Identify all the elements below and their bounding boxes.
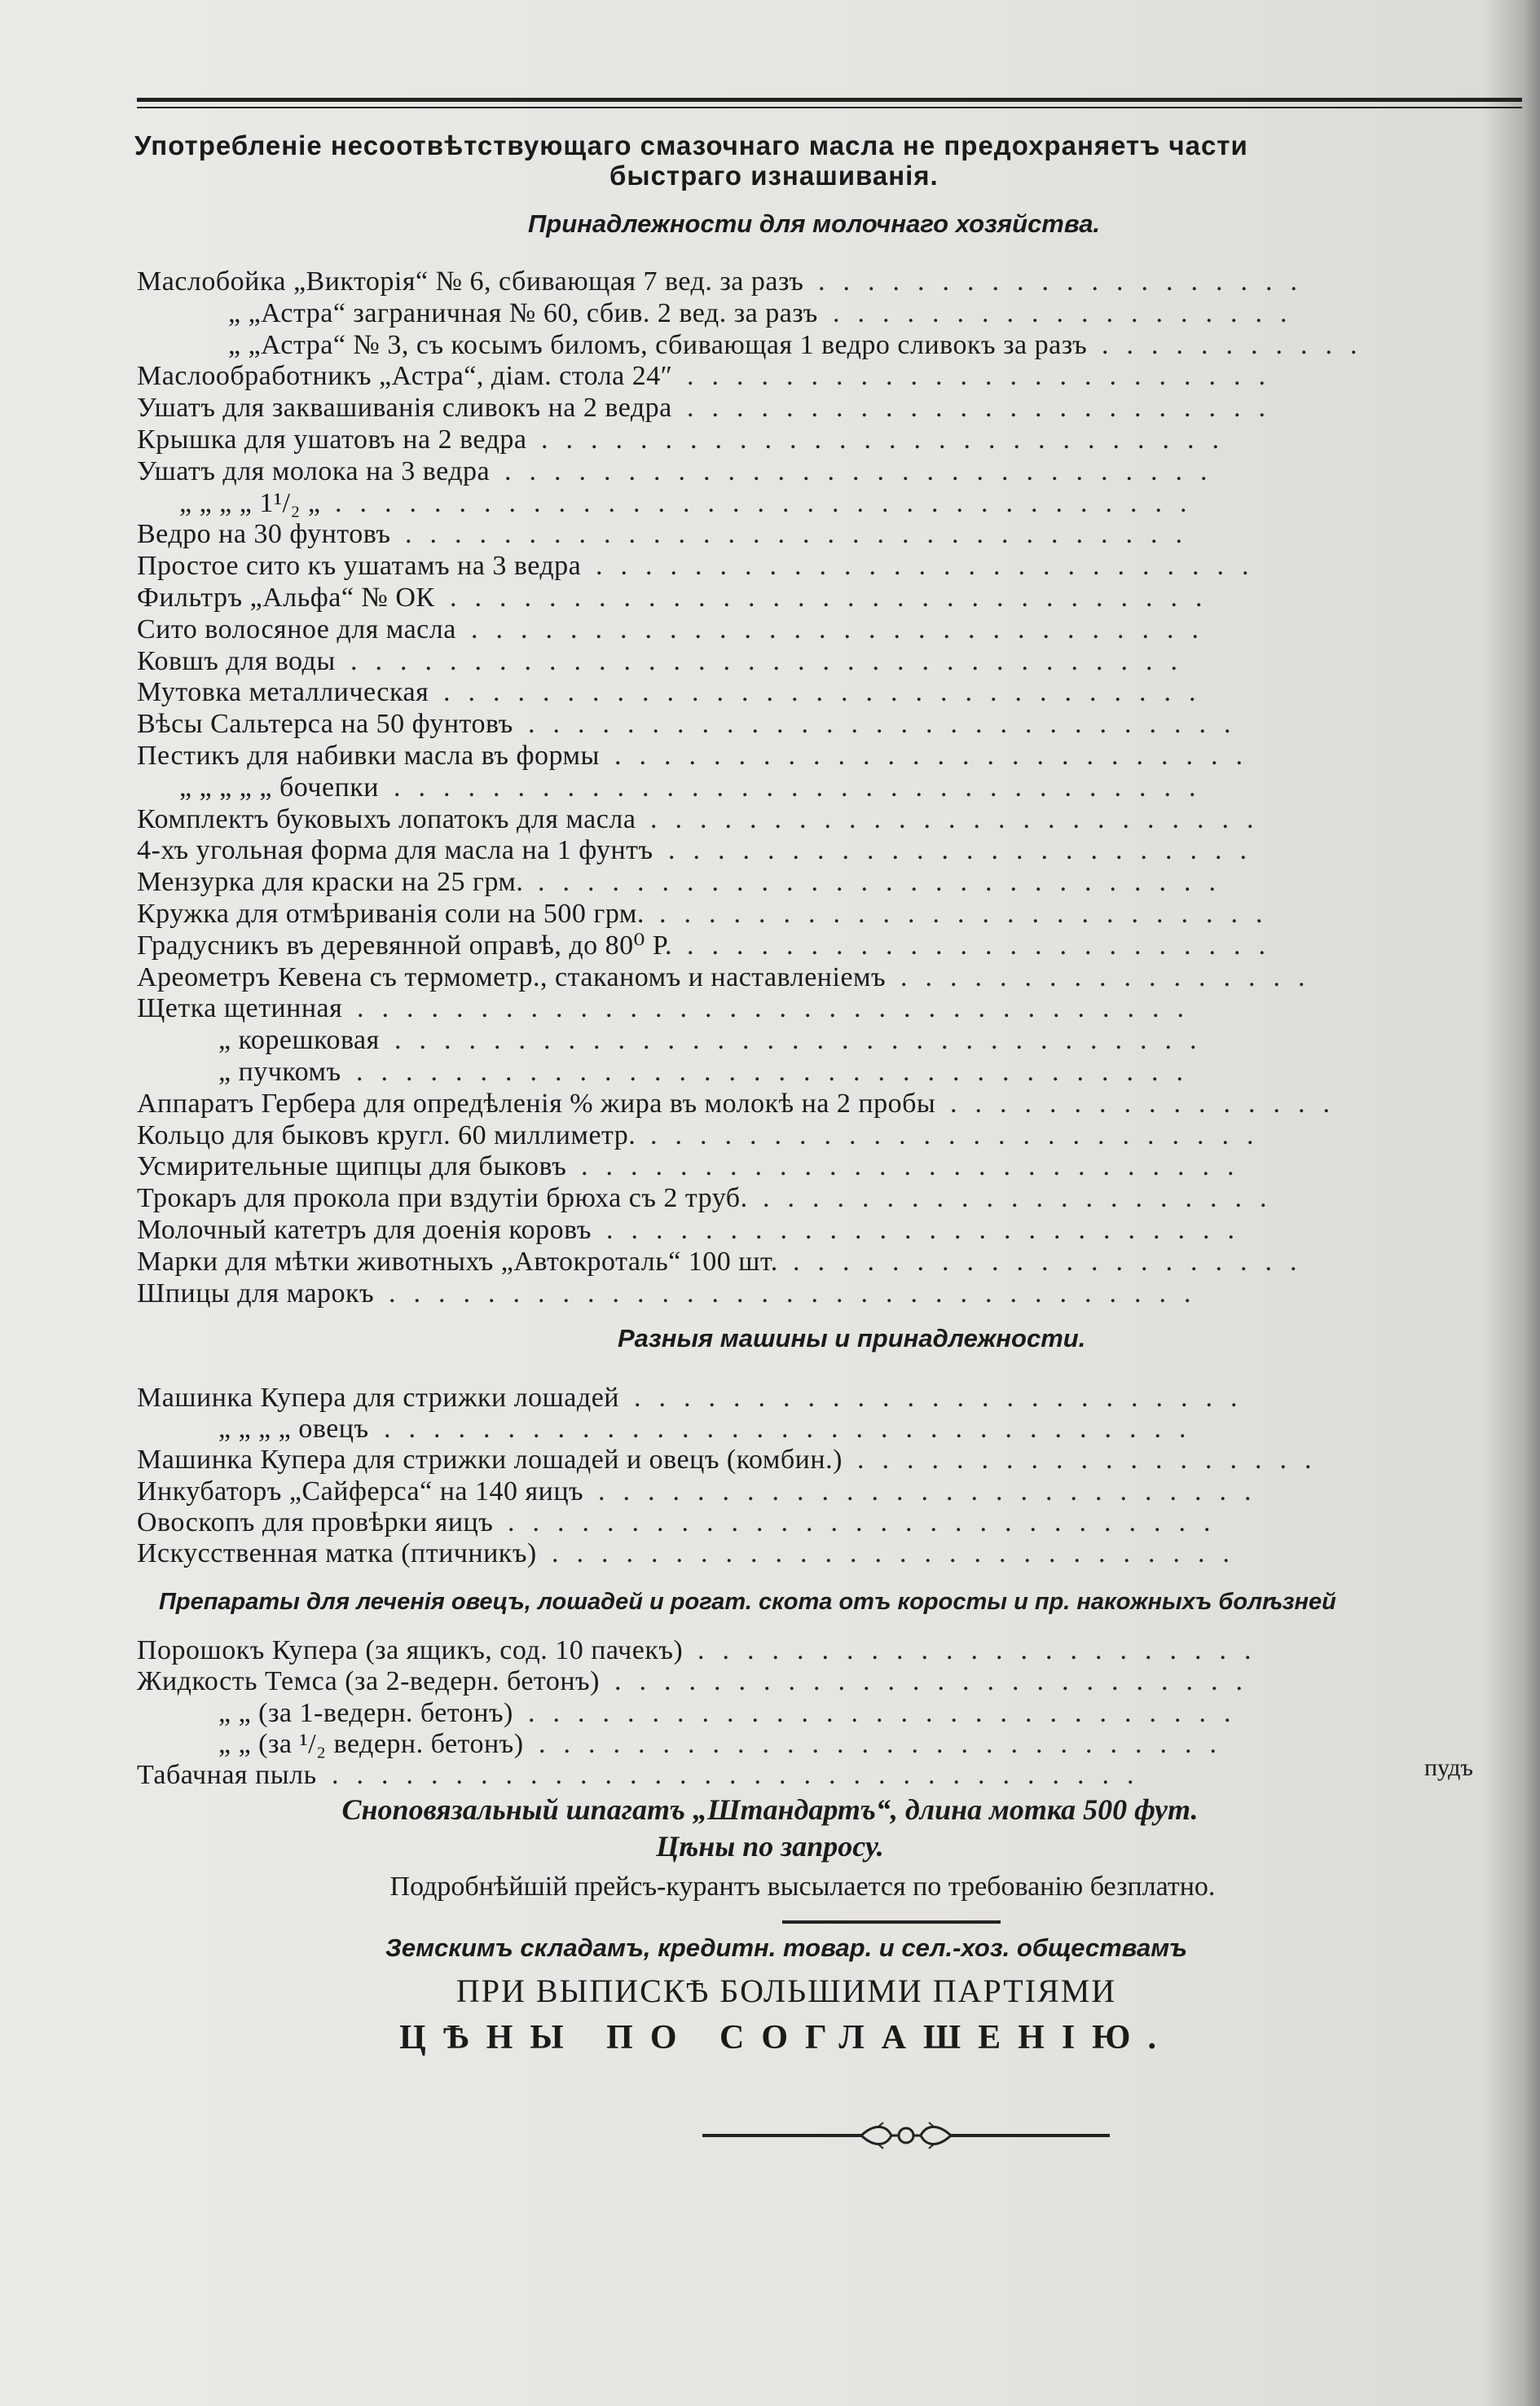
list-item: Вѣсы Сальтерса на 50 фунтовъ (137, 709, 513, 739)
header-line-1: Употребленіе несоотвѣтствующаго смазочнаго масла не предохраняетъ части (134, 130, 1248, 161)
list-item: Ареометръ Кевена съ термометр., стаканомъ и наставленіемъ (137, 962, 887, 992)
leader-dots: ................................. (394, 1025, 1215, 1055)
zemstvo-line: Земскимъ складамъ, кредитн. товар. и сел.-хоз. обществамъ (385, 1933, 1188, 1962)
list-item: „ пучкомъ (218, 1057, 341, 1087)
list-item: Искусственная матка (птичникъ) (137, 1538, 537, 1568)
list-item: „ „ (за ¹/₂ ведерн. бетонъ) (218, 1729, 524, 1759)
leader-dots: .......................... (606, 1215, 1252, 1245)
leader-dots: .......................... (614, 1666, 1261, 1696)
list-item: Маслообработникъ „Астра“, діам. стола 24″ (137, 361, 673, 391)
list-item: Молочный катетръ для доенія коровъ (137, 1215, 592, 1245)
list-item: Инкубаторъ „Сайферса“ на 140 яицъ (137, 1476, 584, 1506)
list-item: Жидкость Темса (за 2-ведерн. бетонъ) (137, 1666, 600, 1696)
leader-dots: ................. (900, 962, 1323, 992)
leader-dots: ........... (1102, 330, 1375, 360)
leader-dots: ................................ (405, 519, 1200, 549)
list-item: „ „Астра“ заграничная № 60, сбив. 2 вед. за разъ (228, 298, 818, 328)
list-item: „ „Астра“ № 3, съ косымъ биломъ, сбивающая 1 ведро сливокъ за разъ (228, 330, 1088, 360)
list-item: „ „ (за 1-ведерн. бетонъ) (218, 1698, 513, 1728)
leader-dots: ......................... (650, 1120, 1272, 1150)
list-item: Машинка Купера для стрижки лошадей и овецъ (комбин.) (137, 1445, 843, 1475)
leader-dots: ............................. (528, 709, 1249, 739)
leader-dots: ............................. (528, 1698, 1249, 1728)
footer-separator (782, 1920, 1001, 1924)
leader-dots: ............................. (504, 456, 1225, 486)
list-item: Кружка для отмѣриванія соли на 500 грм. (137, 899, 645, 929)
leader-dots: ................................. (384, 1414, 1204, 1444)
section-title-remedies: Препараты для леченія овецъ, лошадей и рогат. скота отъ коросты и пр. накожныхъ болѣзней (159, 1589, 1336, 1615)
header-line-2: быстраго изнашиванія. (609, 161, 939, 191)
list-item: Аппаратъ Гербера для опредѣленія % жира въ молокѣ на 2 пробы (137, 1089, 936, 1119)
list-item: Шпицы для марокъ (137, 1278, 375, 1309)
list-item: Сито волосяное для масла (137, 614, 456, 644)
leader-dots: ............................ (541, 424, 1237, 455)
section-title-machines: Разныя машины и принадлежности. (618, 1324, 1086, 1353)
leader-dots: ............................... (443, 677, 1214, 707)
leader-dots: ................................. (389, 1278, 1209, 1309)
list-item: Машинка Купера для стрижки лошадей (137, 1383, 619, 1413)
list-item: Ведро на 30 фунтовъ (137, 519, 391, 549)
list-item: Фильтръ „Альфа“ № ОК (137, 583, 435, 613)
leader-dots: ............................ (552, 1538, 1247, 1568)
leader-dots: ........................ (687, 393, 1283, 423)
list-item: 4-хъ угольная форма для масла на 1 фунтъ (137, 835, 653, 865)
leader-dots: ................................. (394, 772, 1214, 803)
leader-dots: ................................... (335, 488, 1205, 518)
leader-dots: ................................. (332, 1760, 1152, 1790)
list-item: Ушатъ для заквашиванія сливокъ на 2 ведра (137, 393, 672, 423)
leader-dots: ........................ (687, 361, 1283, 391)
leader-dots: .................................. (357, 993, 1202, 1023)
leader-dots: ............................ (539, 1729, 1234, 1759)
leader-dots: ........................ (687, 930, 1283, 961)
list-item: Градусникъ въ деревянной оправѣ, до 80⁰ Р. (137, 930, 672, 961)
prices-on-request: Цѣны по запросу. (656, 1830, 884, 1863)
top-rule-thin (137, 107, 1522, 108)
leader-dots: ............................... (450, 583, 1221, 613)
leader-dots: .................................. (350, 646, 1195, 676)
list-item: Крышка для ушатовъ на 2 ведра (137, 424, 527, 455)
list-item: „ „ „ „ 1¹/₂ „ (179, 488, 321, 518)
list-item: „ „ „ „ овецъ (218, 1414, 369, 1444)
list-item: Щетка щетинная (137, 993, 343, 1023)
list-item: Марки для мѣтки животныхъ „Автокроталь“ 100 шт. (137, 1247, 778, 1277)
list-item: Табачная пыль (137, 1760, 317, 1790)
leader-dots: ..................... (793, 1247, 1315, 1277)
leader-dots: ................... (857, 1445, 1330, 1475)
leader-dots: ............................ (538, 867, 1234, 897)
list-item: „ корешковая (218, 1025, 380, 1055)
unit-pud: пудъ (1424, 1754, 1473, 1781)
list-item: Порошокъ Купера (за ящикъ, сод. 10 пачекъ) (137, 1635, 684, 1665)
bulk-order-line: ПРИ ВЫПИСКѢ БОЛЬШИМИ ПАРТІЯМИ (455, 1973, 1117, 2009)
leader-dots: .................... (818, 266, 1315, 297)
leader-dots: ........................... (596, 551, 1267, 581)
price-list-note: Подробнѣйшій прейсъ-курантъ высылается по требованію безплатно. (389, 1872, 1216, 1902)
top-rule-thick (137, 98, 1522, 102)
ornament-divider (702, 2119, 1110, 2152)
leader-dots: ........................... (581, 1151, 1252, 1181)
leader-dots: ............................. (508, 1507, 1229, 1537)
leader-dots: ......................... (650, 804, 1272, 834)
list-item: Кольцо для быковъ кругл. 60 миллиметр. (137, 1120, 636, 1150)
list-item: „ „ „ „ „ бочепки (179, 772, 379, 803)
leader-dots: ......................... (634, 1383, 1256, 1413)
leader-dots: ....................... (697, 1635, 1269, 1665)
leader-dots: ..................... (763, 1183, 1285, 1213)
list-item: Трокаръ для прокола при вздутіи брюха съ 2 труб. (137, 1183, 748, 1213)
list-item: Простое сито къ ушатамъ на 3 ведра (137, 551, 582, 581)
leader-dots: .............................. (471, 614, 1217, 644)
list-item: Мензурка для краски на 25 грм. (137, 867, 524, 897)
list-item: Пестикъ для набивки масла въ формы (137, 741, 600, 771)
leader-dots: ........................... (598, 1476, 1269, 1506)
list-item: Мутовка металлическая (137, 677, 429, 707)
list-item: Ковшъ для воды (137, 646, 336, 676)
list-item: Усмирительные щипцы для быковъ (137, 1151, 567, 1181)
agreement-line: ЦѢНЫ ПО СОГЛАШЕНІЮ. (399, 2019, 1173, 2056)
twine-line: Сноповязальный шпагатъ „Штандартъ“, длина мотка 500 фут. (341, 1793, 1199, 1826)
leader-dots: .......................... (614, 741, 1261, 771)
list-item: Ушатъ для молока на 3 ведра (137, 456, 491, 486)
list-item: Комплектъ буковыхъ лопатокъ для масла (137, 804, 636, 834)
leader-dots: ................... (833, 298, 1305, 328)
list-item: Овоскопъ для провѣрки яицъ (137, 1507, 494, 1537)
section-title-dairy: Принадлежности для молочнаго хозяйства. (528, 209, 1101, 238)
leader-dots: ................ (950, 1089, 1348, 1119)
leader-dots: .................................. (356, 1057, 1201, 1087)
leader-dots: ......................... (659, 899, 1281, 929)
leader-dots: ........................ (668, 835, 1265, 865)
list-item: Маслобойка „Викторія“ № 6, сбивающая 7 вед. за разъ (137, 266, 804, 297)
